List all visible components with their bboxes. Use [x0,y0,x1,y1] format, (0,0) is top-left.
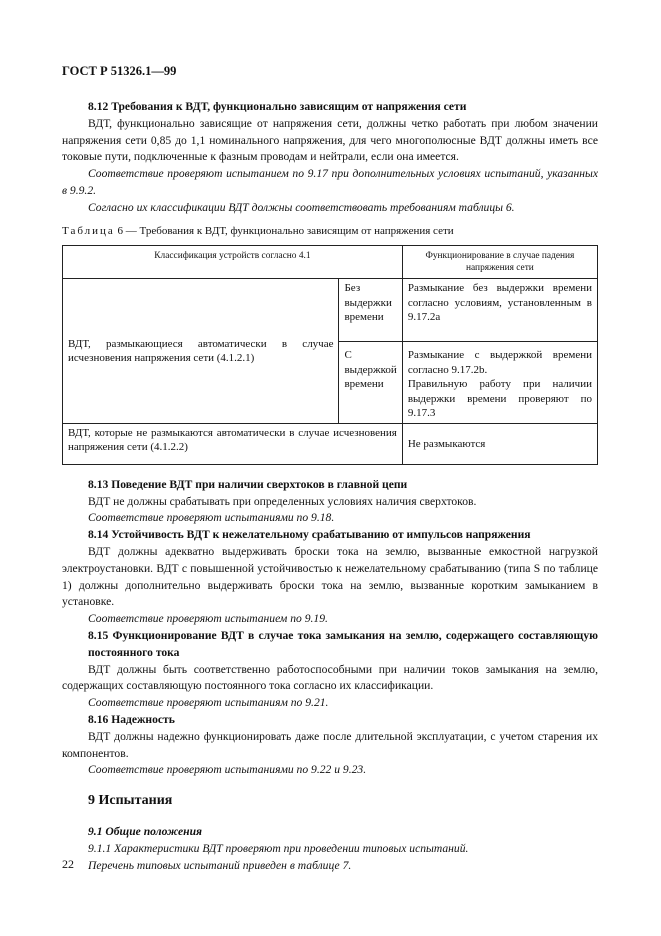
section-8-13-title: 8.13 Поведение ВДТ при наличии сверхтоков в главной цепи [88,477,408,491]
table-cell-function [402,342,597,424]
document-header: ГОСТ Р 51326.1—99 [62,64,177,78]
table-label: Таблица [62,224,115,237]
table-6-caption [62,223,598,240]
page-content [62,99,598,874]
paragraph: 9.1.1 Характеристики ВДТ проверяют при проведении типовых испытаний. [88,841,469,855]
table-cell-device: ВДТ, размыкающиеся автоматически в случае исчезновения напряжения сети (4.1.2.1) [63,279,339,424]
paragraph: ВДТ не должны срабатывать при определенных условиях наличия сверхтоков. [88,494,477,508]
section-9-title: 9 Испытания [88,793,173,809]
paragraph: ВДТ должны адекватно выдерживать броски тока на землю, вызванные емкостной нагрузкой электроустановки. ВДТ с повышенной устойчивостью к нежелательному срабатыванию (типа S по таблице 1) должны дополнительно выдерживать броски тока на землю, вызванные коротким замыканием в установке. [62,545,598,609]
section-8-16-title: 8.16 Надежность [88,713,175,727]
table-6 [62,245,598,465]
table-header-row [63,246,598,279]
table-cell-delay: С выдержкой времени [339,342,402,424]
table-cell-text: Размыкание с выдержкой времени согласно 9.17.2b. [407,349,592,376]
section-8-15-title: 8.15 Функционирование ВДТ в случае тока замыкания на землю, содержащего составляющую постоянного тока [88,629,598,659]
table-cell-delay: Без выдержки времени [339,279,402,342]
paragraph: ВДТ должны надежно функционировать даже после длительной эксплуатации, с учетом старения их компонентов. [62,729,598,760]
table-header-functioning: Функционирование в случае падения напряжения сети [402,246,597,279]
paragraph: ВДТ, функционально зависящие от напряжения сети, должны четко работать при любом значении напряжения сети 0,85 до 1,1 номинального напряжения, для чего многополюсные ВДТ должны иметь все токовые пути, подключенные к фазным проводам и нейтрали, если она имеется. [62,116,598,164]
section-8-14-title: 8.14 Устойчивость ВДТ к нежелательному срабатыванию от импульсов напряжения [88,528,531,542]
table-row [63,423,598,464]
section-9-1-title: 9.1 Общие положения [88,825,203,839]
section-8-12-title: 8.12 Требования к ВДТ, функционально зависящим от напряжения сети [88,100,467,113]
compliance-note: Соответствие проверяют испытанием по 9.17 при дополнительных условиях испытаний, указанных в 9.9.2. [62,167,598,197]
table-cell-function: Не размыкаются [402,423,597,464]
paragraph: Перечень типовых испытаний приведен в таблице 7. [88,858,352,872]
compliance-note: Соответствие проверяют испытаниями по 9.18. [88,511,335,525]
table-cell-function: Размыкание без выдержки времени согласно условиям, установленным в 9.17.2a [402,279,597,342]
page-number: 22 [62,857,74,871]
table-cell-device: ВДТ, которые не размыкаются автоматически в случае исчезновения напряжения сети (4.1.2.2) [63,423,403,464]
table-row [63,279,598,342]
paragraph: ВДТ должны быть соответственно работоспособными при наличии токов замыкания на землю, содержащих составляющую постоянного тока согласно их классификации. [62,662,598,693]
compliance-note: Согласно их классификации ВДТ должны соответствовать требованиям таблицы 6. [88,200,515,214]
table-caption-text: 6 — Требования к ВДТ, функционально зависящим от напряжения сети [117,224,454,237]
compliance-note: Соответствие проверяют испытанием по 9.19. [88,612,328,626]
compliance-note: Соответствие проверяют испытаниями по 9.22 и 9.23. [88,763,367,777]
table-header-classification: Классификация устройств согласно 4.1 [63,246,403,279]
table-cell-text: Правильную работу при наличии выдержки времени проверяют по 9.17.3 [407,378,592,420]
compliance-note: Соответствие проверяют испытаниям по 9.21. [88,696,329,710]
